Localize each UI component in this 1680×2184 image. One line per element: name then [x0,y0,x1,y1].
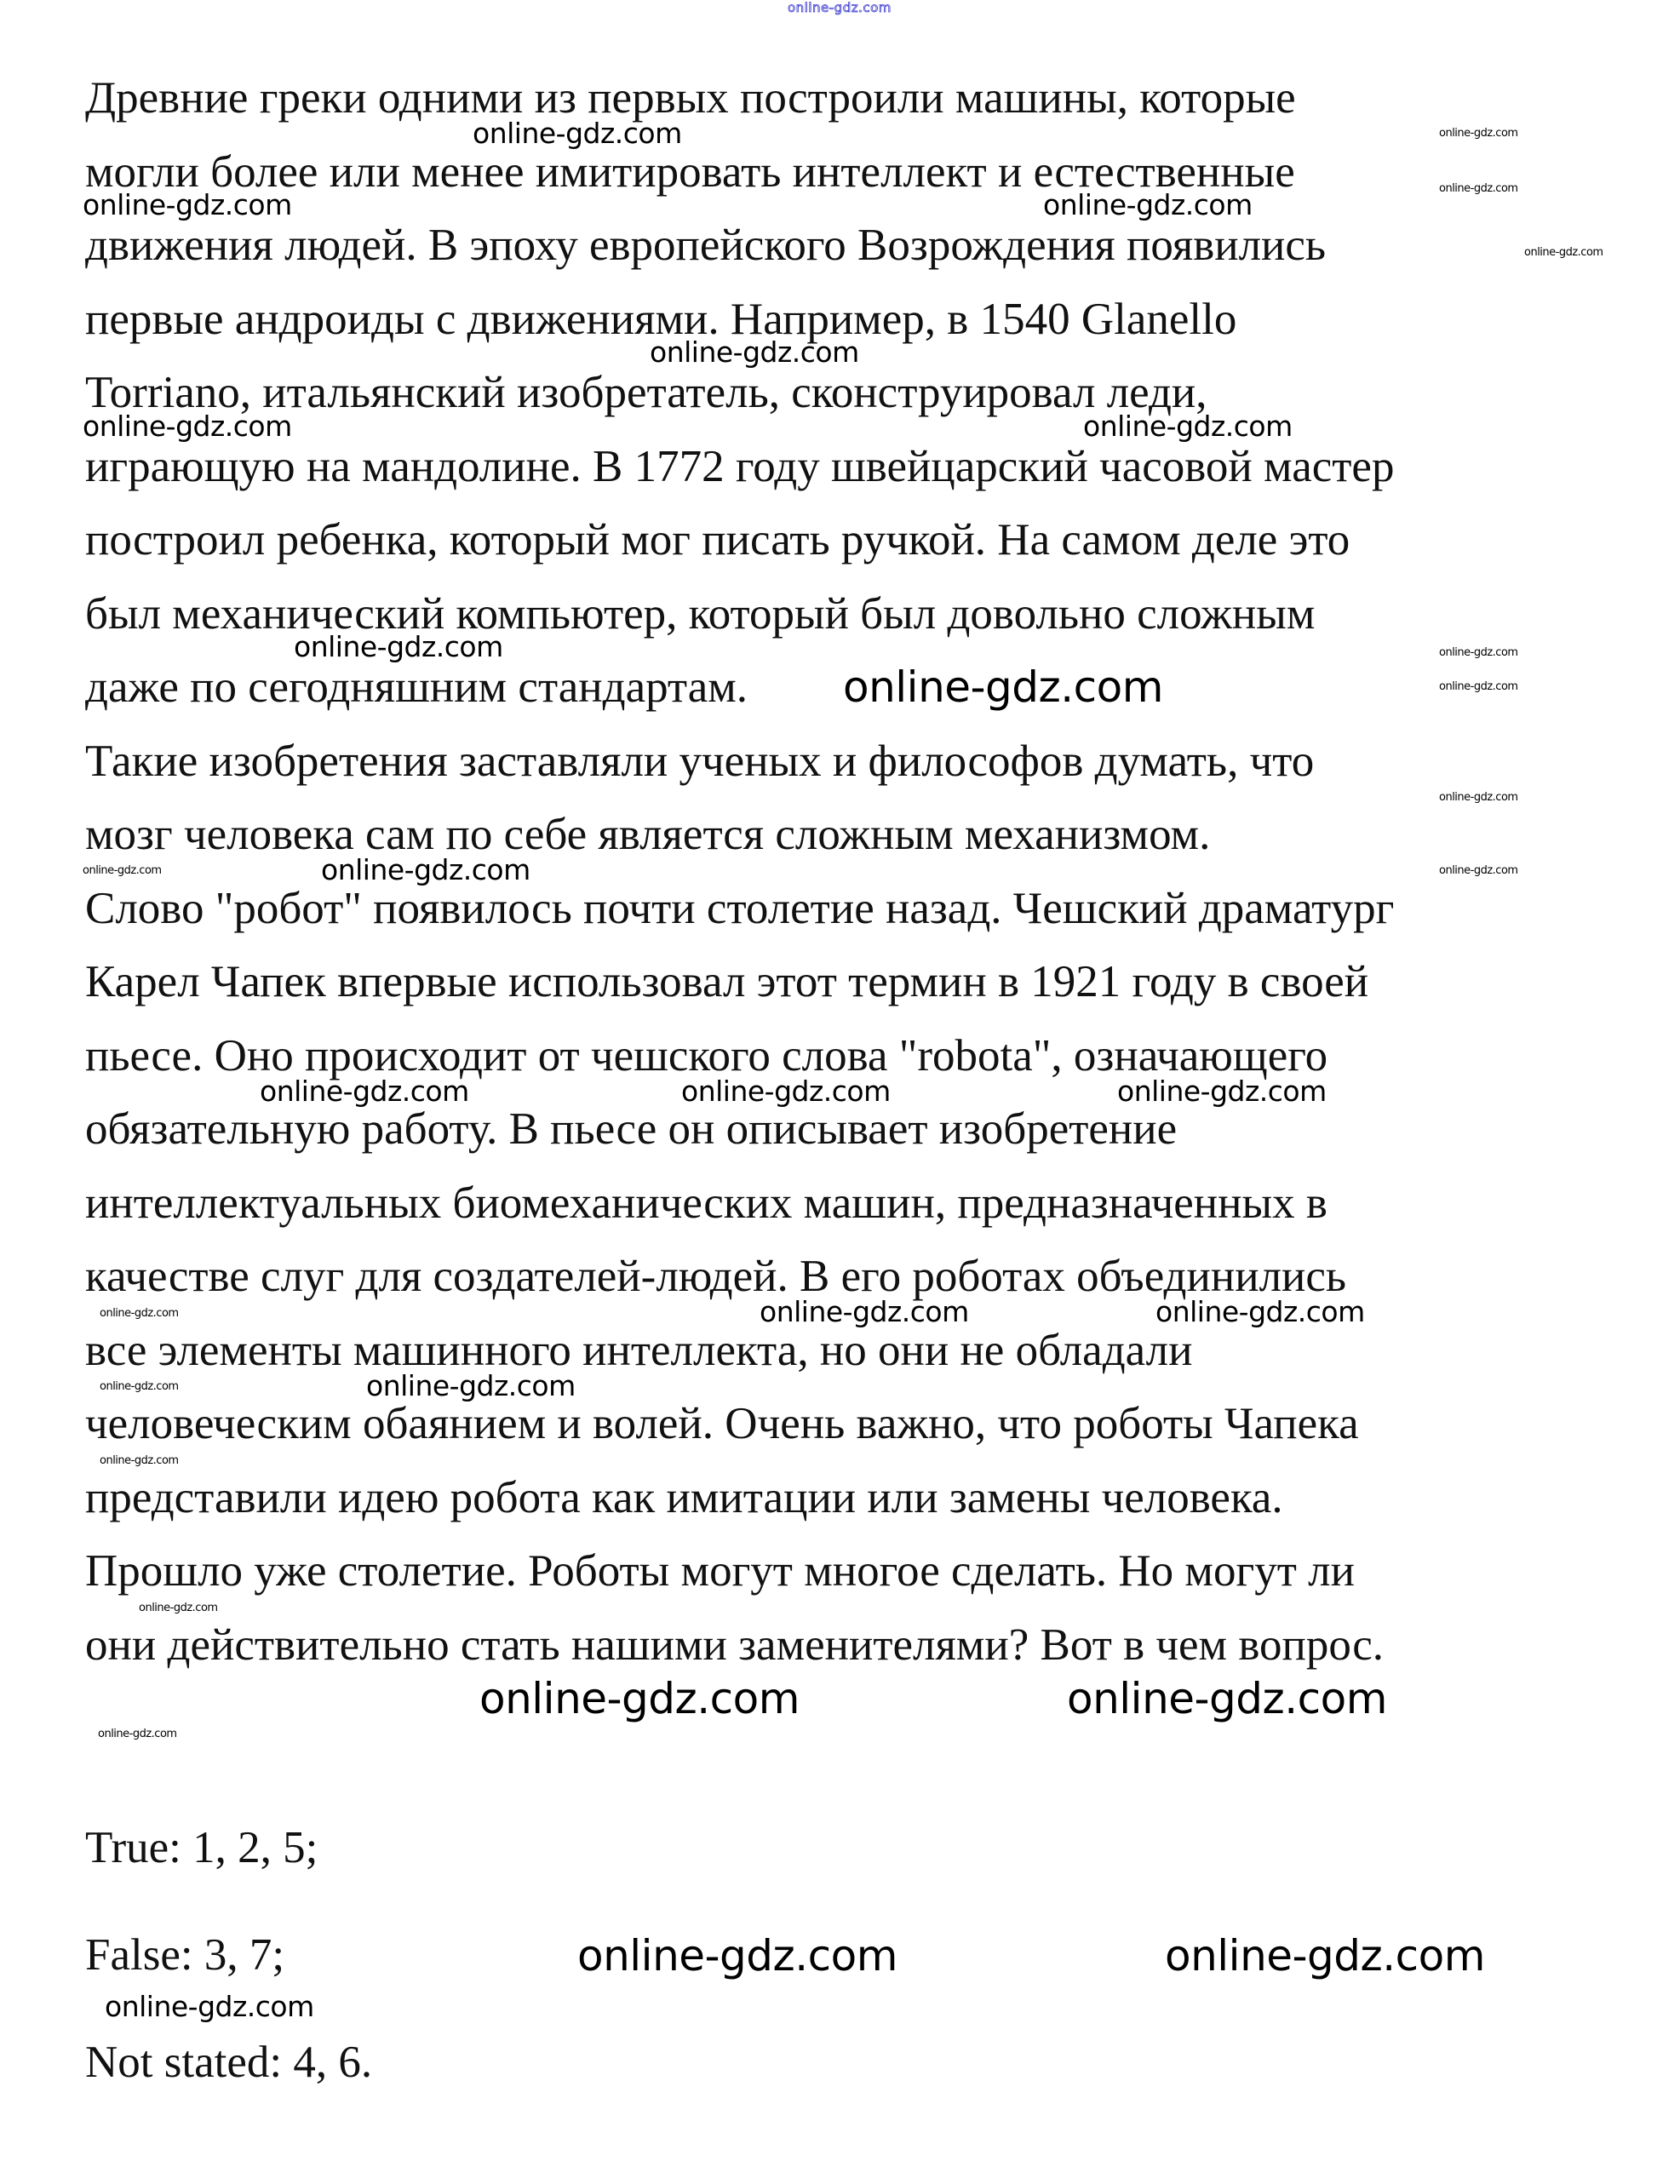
watermark: online-gdz.com [294,630,503,663]
passage-line: пьесе. Оно происходит от чешского слова "robota", означающего [85,1030,1328,1081]
watermark: online-gdz.com [577,1931,897,1981]
watermark: online-gdz.com [650,335,859,369]
passage-line: интеллектуальных биомеханических машин, предназначенных в [85,1178,1327,1228]
watermark: online-gdz.com [1439,182,1518,195]
passage-line: могли более или менее имитировать интеллект и естественные [85,146,1295,197]
watermark: online-gdz.com [1117,1075,1327,1108]
passage-line: был механический компьютер, который был довольно сложным [85,588,1316,639]
passage-line: первые андроиды с движениями. Например, в 1540 Glanello [85,294,1237,344]
watermark: online-gdz.com [760,1295,969,1328]
watermark: online-gdz.com [260,1075,469,1108]
passage-line: мозг человека сам по себе является сложным механизмом. [85,810,1211,859]
watermark: online-gdz.com [1043,188,1253,221]
passage-line: даже по сегодняшним стандартам. [85,662,748,712]
watermark: online-gdz.com [83,188,292,221]
watermark: online-gdz.com [1524,246,1603,259]
watermark: online-gdz.com [139,1602,218,1614]
site-watermark-header: online-gdz.com [788,0,892,15]
watermark: online-gdz.com [100,1454,179,1467]
watermark: online-gdz.com [1165,1931,1485,1981]
passage-line: представили идею робота как имитации или замены человека. [85,1472,1283,1522]
watermark: online-gdz.com [1439,791,1518,804]
watermark: online-gdz.com [83,864,162,877]
watermark: online-gdz.com [100,1380,179,1393]
passage-line: они действительно стать нашими заменителями? Вот в чем вопрос. [85,1619,1384,1670]
watermark: online-gdz.com [1067,1674,1387,1723]
watermark: online-gdz.com [366,1369,576,1402]
passage-line: движения людей. В эпоху европейского Возрождения появились [85,221,1327,270]
passage-line: Слово "робот" появилось почти столетие назад. Чешский драматург [85,883,1395,933]
passage-line: Карел Чапек впервые использовал этот термин в 1921 году в своей [85,957,1369,1006]
passage-line: Torriano, итальянский изобретатель, сконструировал леди, [85,368,1207,417]
watermark: online-gdz.com [98,1728,177,1740]
passage-line: Прошло уже столетие. Роботы могут многое сделать. Но могут ли [85,1546,1355,1596]
watermark: online-gdz.com [100,1307,179,1320]
answer-false: False: 3, 7; [85,1930,285,1980]
answer-true: True: 1, 2, 5; [85,1823,318,1872]
passage-line: построил ребенка, который мог писать ручкой. На самом деле это [85,515,1350,565]
watermark: online-gdz.com [681,1075,891,1108]
watermark: online-gdz.com [1439,864,1518,877]
passage-line: Такие изобретения заставляли ученых и философов думать, что [85,736,1315,786]
watermark: online-gdz.com [83,410,292,443]
passage-line: человеческим обаянием и волей. Очень важно, что роботы Чапека [85,1399,1359,1448]
passage-line: Древние греки одними из первых построили машины, которые [85,73,1296,123]
watermark: online-gdz.com [321,853,530,886]
passage-line: все элементы машинного интеллекта, но они не обладали [85,1325,1193,1375]
watermark: online-gdz.com [1439,646,1518,659]
answer-not-stated: Not stated: 4, 6. [85,2038,373,2087]
watermark: online-gdz.com [105,1990,314,2023]
watermark: online-gdz.com [1083,410,1293,443]
watermark: online-gdz.com [473,117,682,150]
watermark: online-gdz.com [1155,1295,1365,1328]
watermark: online-gdz.com [1439,127,1518,140]
watermark: online-gdz.com [843,662,1163,712]
watermark: online-gdz.com [1439,680,1518,693]
passage-line: качестве слуг для создателей-людей. В его роботах объединились [85,1252,1347,1301]
passage-line: играющую на мандолине. В 1772 году швейцарский часовой мастер [85,441,1395,491]
passage-line: обязательную работу. В пьесе он описывает изобретение [85,1104,1178,1154]
watermark: online-gdz.com [479,1674,800,1723]
